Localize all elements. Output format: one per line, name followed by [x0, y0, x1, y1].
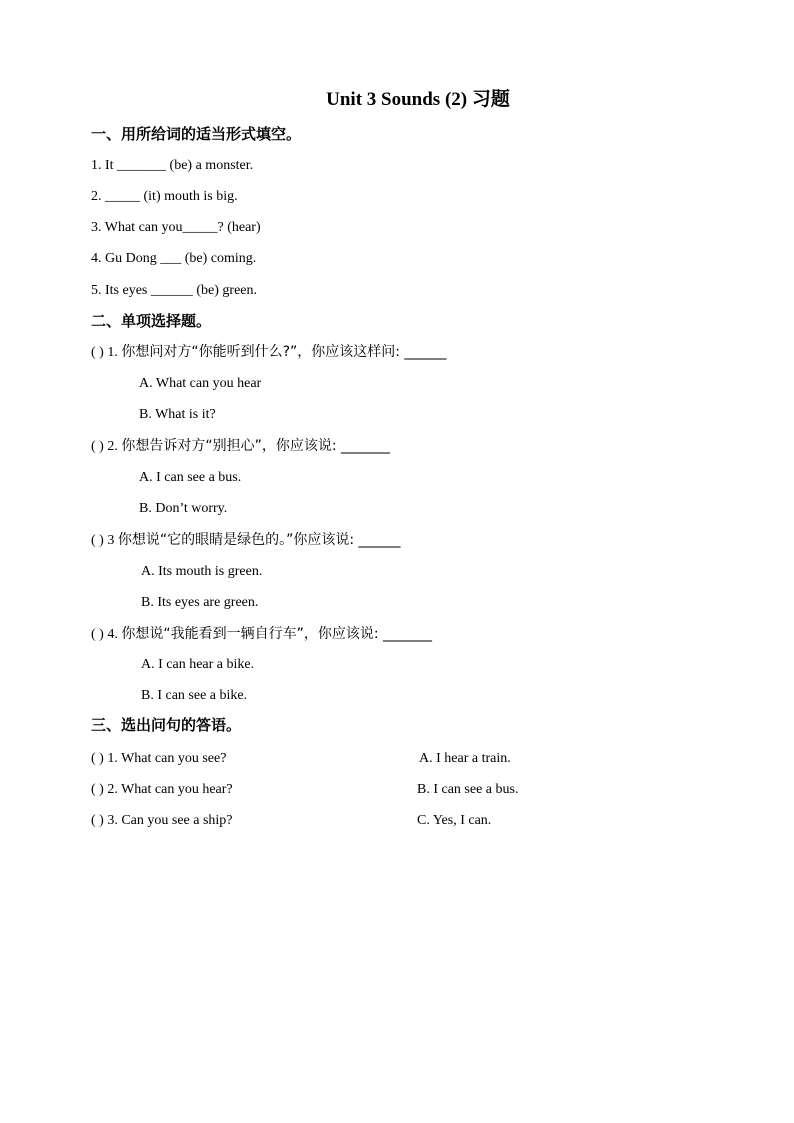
question-number: ( ) 2. [91, 439, 122, 454]
question-text: 你想说“它的眼睛是绿色的。”你应该说: ______ [117, 532, 401, 548]
page-title: Unit 3 Sounds (2) 习题 [326, 89, 510, 110]
match-question-3: ( ) 3. Can you see a ship? [91, 813, 233, 828]
section3-heading: 三、选出问句的答语。 [91, 716, 242, 734]
match-question-1: ( ) 1. What can you see? [91, 751, 227, 766]
question-number: ( ) 3 [91, 533, 118, 548]
question-number: ( ) 1. [91, 345, 122, 360]
choice-question-3-option-a: A. Its mouth is green. [141, 564, 263, 579]
section2-heading: 二、单项选择题。 [91, 312, 212, 330]
fill-blank-item-4: 4. Gu Dong ___ (be) coming. [91, 251, 257, 266]
fill-blank-item-1: 1. It _______ (be) a monster. [91, 158, 254, 173]
choice-question-1-option-a: A. What can you hear [139, 376, 262, 391]
question-text: 你想告诉对方“别担心”，你应该说: _______ [121, 438, 391, 454]
choice-question-2-option-a: A. I can see a bus. [139, 470, 242, 485]
fill-blank-item-5: 5. Its eyes ______ (be) green. [91, 283, 258, 298]
match-answer-b: B. I can see a bus. [417, 782, 519, 797]
match-answer-a: A. I hear a train. [419, 751, 511, 766]
question-number: ( ) 4. [91, 627, 122, 642]
match-answer-c: C. Yes, I can. [417, 813, 492, 828]
choice-question-4-option-b: B. I can see a bike. [141, 688, 248, 703]
match-question-2: ( ) 2. What can you hear? [91, 782, 233, 797]
choice-question-1-option-b: B. What is it? [139, 407, 216, 422]
section1-heading: 一、用所给词的适当形式填空。 [91, 125, 302, 143]
question-text: 你想说“我能看到一辆自行车”，你应该说: _______ [121, 626, 432, 642]
choice-question-2-option-b: B. Don’t worry. [139, 501, 228, 516]
choice-question-4 [91, 625, 432, 644]
choice-question-4-option-a: A. I can hear a bike. [141, 657, 255, 672]
choice-question-1 [91, 343, 446, 362]
choice-question-3 [91, 531, 401, 550]
question-text: 你想问对方“你能听到什么?”，你应该这样问: ______ [121, 344, 447, 360]
fill-blank-item-2: 2. _____ (it) mouth is big. [91, 189, 238, 204]
choice-question-2 [91, 437, 390, 456]
choice-question-3-option-b: B. Its eyes are green. [141, 595, 259, 610]
fill-blank-item-3: 3. What can you_____? (hear) [91, 220, 261, 235]
